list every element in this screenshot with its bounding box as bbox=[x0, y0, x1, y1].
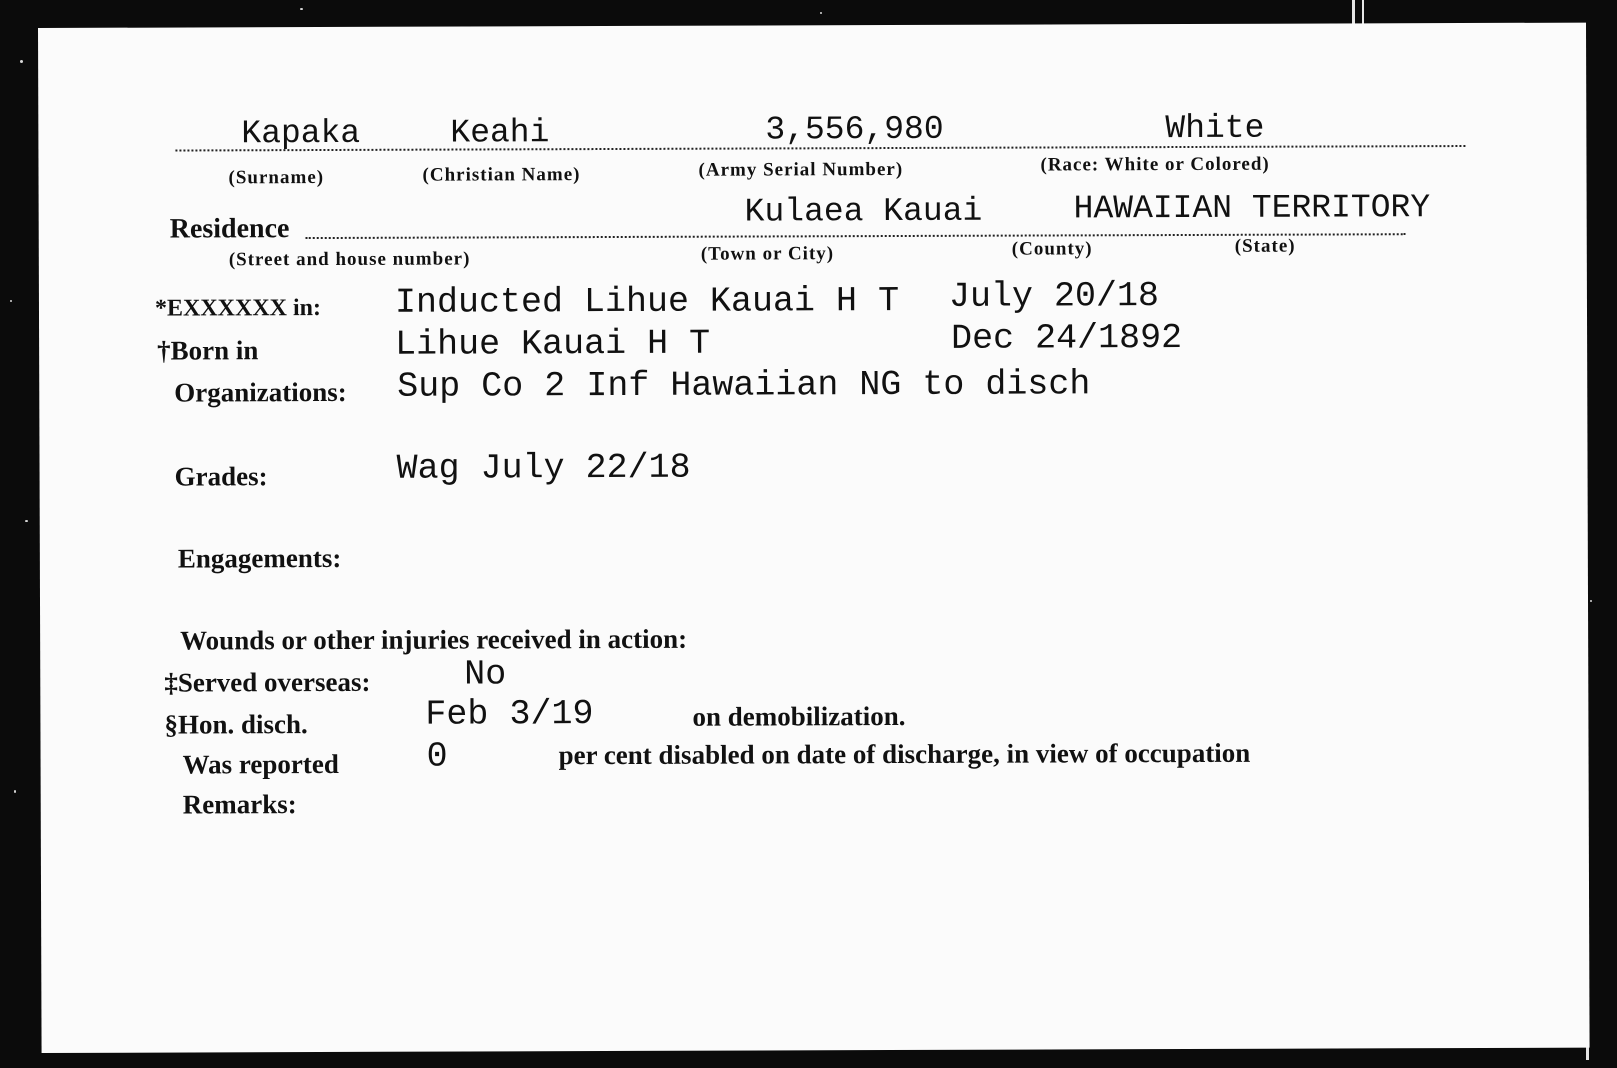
hon-disch-label: §Hon. disch. bbox=[164, 709, 308, 740]
was-reported-suffix: per cent disabled on date of discharge, in view of occupation bbox=[558, 737, 1251, 771]
born-label: †Born in bbox=[157, 335, 259, 366]
enlisted-value: Inducted Lihue Kauai H T bbox=[394, 280, 900, 323]
race-value: White bbox=[1165, 109, 1265, 148]
born-place-value: Lihue Kauai H T bbox=[395, 323, 711, 365]
organizations-label: Organizations: bbox=[174, 376, 347, 408]
state-caption: (State) bbox=[1234, 235, 1296, 257]
wounds-label: Wounds or other injuries received in action: bbox=[180, 623, 688, 656]
record-card bbox=[38, 23, 1590, 1053]
army-serial-number-value: 3,556,980 bbox=[765, 110, 944, 149]
residence-label: Residence bbox=[169, 213, 290, 245]
served-overseas-label: ‡Served overseas: bbox=[164, 666, 371, 698]
residence-state-value: HAWAIIAN TERRITORY bbox=[1073, 189, 1431, 228]
hon-disch-suffix: on demobilization. bbox=[692, 700, 906, 732]
enlisted-label: *EXXXXXX in: bbox=[154, 295, 322, 322]
scan-speck bbox=[14, 790, 16, 793]
residence-town-county-value: Kulaea Kauai bbox=[744, 192, 983, 231]
disability-percent-value: 0 bbox=[426, 736, 448, 777]
serial-caption: (Army Serial Number) bbox=[698, 158, 904, 181]
served-overseas-value: No bbox=[464, 654, 507, 695]
scan-edge-mark bbox=[1362, 0, 1364, 26]
scan-speck bbox=[300, 8, 303, 10]
town-caption: (Town or City) bbox=[700, 243, 835, 265]
christian-name-value: Keahi bbox=[450, 114, 550, 152]
hon-disch-date: Feb 3/19 bbox=[425, 694, 594, 735]
born-date-value: Dec 24/1892 bbox=[951, 318, 1183, 359]
surname-value: Kapaka bbox=[241, 114, 361, 153]
scan-speck bbox=[25, 520, 28, 522]
scan-speck bbox=[820, 12, 822, 14]
scan-speck bbox=[20, 60, 23, 63]
grades-label: Grades: bbox=[174, 461, 268, 492]
was-reported-label: Was reported bbox=[182, 748, 339, 780]
race-caption: (Race: White or Colored) bbox=[1040, 153, 1270, 176]
grades-value: Wag July 22/18 bbox=[396, 447, 691, 489]
engagements-label: Engagements: bbox=[177, 542, 342, 574]
surname-caption: (Surname) bbox=[228, 167, 325, 189]
christian-name-caption: (Christian Name) bbox=[422, 164, 581, 186]
remarks-label: Remarks: bbox=[182, 789, 297, 820]
scan-edge-mark bbox=[1352, 0, 1355, 26]
scan-speck bbox=[10, 300, 12, 302]
organizations-value: Sup Co 2 Inf Hawaiian NG to disch bbox=[397, 364, 1091, 407]
scan-speck bbox=[1590, 600, 1592, 602]
street-caption: (Street and house number) bbox=[228, 248, 471, 271]
county-caption: (County) bbox=[1011, 238, 1093, 260]
enlisted-date: July 20/18 bbox=[948, 276, 1160, 317]
